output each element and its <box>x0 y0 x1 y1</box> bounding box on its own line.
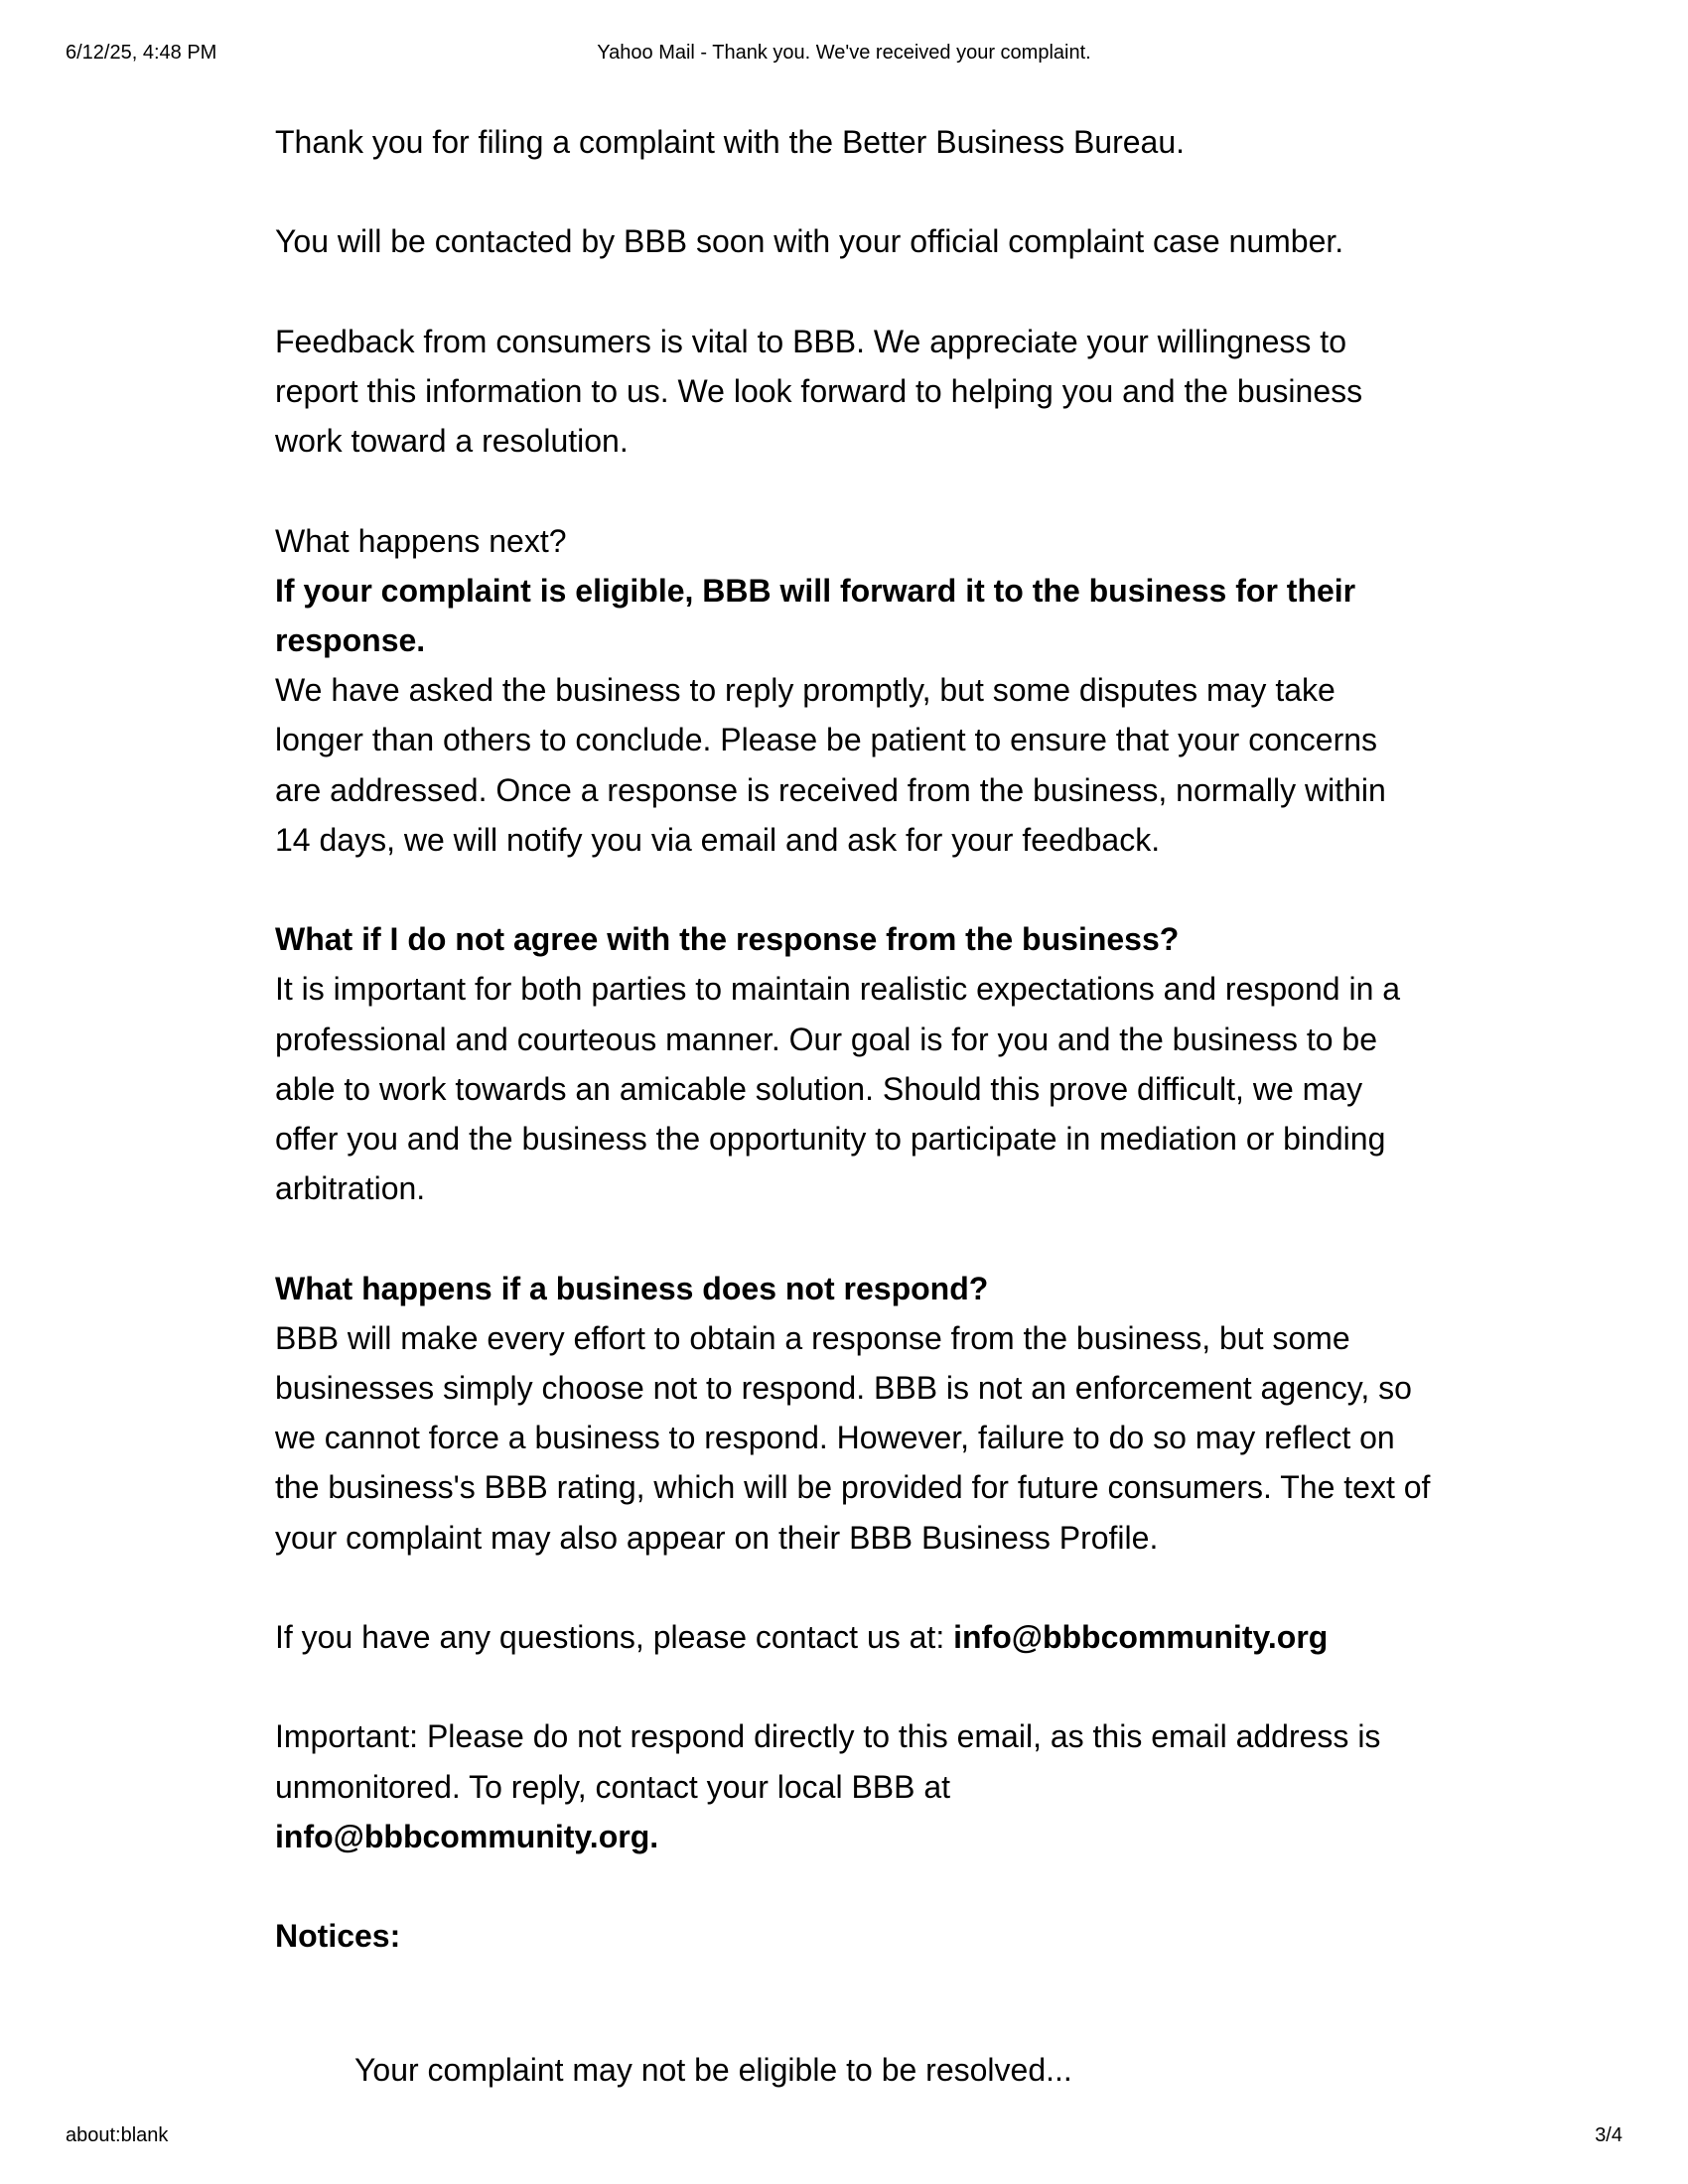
contact-paragraph: You will be contacted by BBB soon with your official complaint case number. <box>275 223 1344 260</box>
print-page-number: 3/4 <box>1595 2124 1622 2146</box>
notices-clipped-area <box>275 2045 1447 2088</box>
questions-text: If you have any questions, please contact us at: <box>275 1619 954 1655</box>
questions-email-link[interactable]: info@bbbcommunity.org <box>953 1619 1329 1655</box>
print-footer <box>0 2124 1688 2152</box>
next-section <box>275 516 1427 865</box>
disagree-section <box>275 914 1422 1213</box>
important-text: Important: Please do not respond directly to this email, as this email address is unmonitored. To reply, contact your local BBB at <box>275 1718 1381 1805</box>
noresponse-section <box>275 1264 1447 1563</box>
questions-paragraph <box>275 1612 1447 1662</box>
print-page-title: Yahoo Mail - Thank you. We've received your complaint. <box>597 42 1091 64</box>
noresponse-heading: What happens if a business does not respond? <box>275 1270 989 1306</box>
disagree-heading: What if I do not agree with the response from the business? <box>275 921 1180 958</box>
thank-you-paragraph: Thank you for filing a complaint with the Better Business Bureau. <box>275 124 1186 160</box>
email-body <box>275 117 1447 2011</box>
print-header <box>0 42 1688 69</box>
important-paragraph <box>275 1711 1397 1861</box>
noresponse-body: BBB will make every effort to obtain a response from the business, but some businesses simply choose not to respond. BBB is not an enforcement agency, so we cannot force a business to respond. However, failure to do so may reflect on the business's BBB rating, which will be provided for future consumers. The text of your complaint may also appear on their BBB Business Profile. <box>275 1319 1431 1556</box>
next-body: We have asked the business to reply promptly, but some disputes may take longer than others to conclude. Please be patient to ensure that your concerns are addressed. Once a response is received from the business, normally within 14 days, we will notify you via email and ask for your feedback. <box>275 672 1386 858</box>
print-url: about:blank <box>66 2124 169 2146</box>
print-datetime: 6/12/25, 4:48 PM <box>66 42 217 64</box>
next-label: What happens next? <box>275 522 567 559</box>
notices-clipped-line: Your complaint may not be eligible to be resolved... <box>354 2052 1072 2088</box>
notices-heading: Notices: <box>275 1918 401 1955</box>
important-email-link[interactable]: info@bbbcommunity.org. <box>275 1818 659 1854</box>
feedback-paragraph: Feedback from consumers is vital to BBB. We appreciate your willingness to report this information to us. We look forward to helping you and the business work toward a resolution. <box>275 323 1363 460</box>
next-bold-statement: If your complaint is eligible, BBB will forward it to the business for their response. <box>275 572 1356 658</box>
disagree-body: It is important for both parties to maintain realistic expectations and respond in a professional and courteous manner. Our goal is for you and the business to be able to work towards an amicable solution. Should this prove difficult, we may offer you and the business the opportunity to participate in mediation or binding arbitration. <box>275 971 1401 1207</box>
